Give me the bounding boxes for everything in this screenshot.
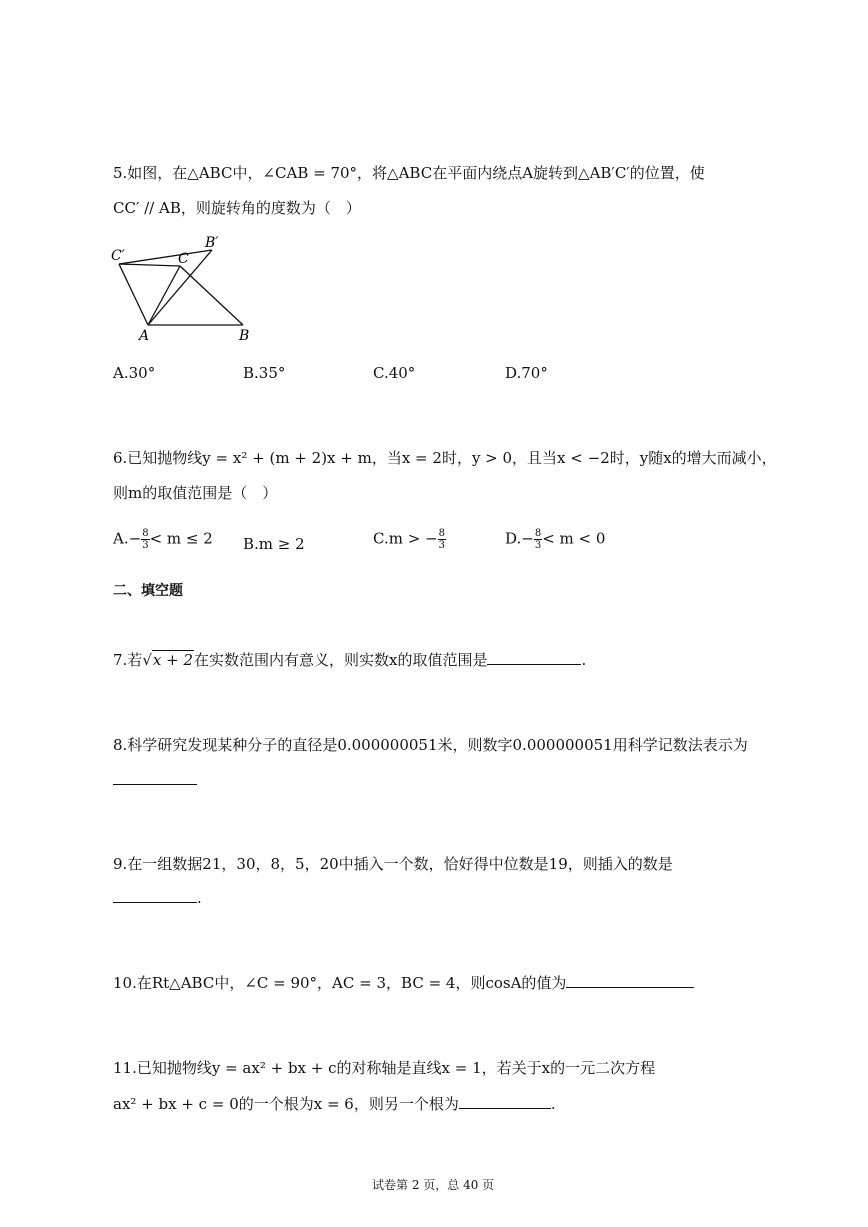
q7-radicand: x + 2 <box>152 651 193 669</box>
q7-line <box>113 649 586 670</box>
q6-option-c-head: m > − <box>388 529 438 548</box>
q6-line1: 6.已知抛物线y = x² + (m + 2)x + m，当x = 2时，y > 0，且当x < −2时，y随x的增大而减小， <box>113 449 777 467</box>
q6-option-d <box>505 528 605 551</box>
q7-before: 7.若 <box>113 651 143 669</box>
q9-answer-blank[interactable] <box>113 888 197 903</box>
q6-option-d-minus: − <box>521 529 534 548</box>
q6-option-b: B.m ≥ 2 <box>243 535 305 553</box>
q8-answer-line <box>113 770 197 789</box>
sqrt-sign-icon: √ <box>142 651 152 669</box>
fig-label-b-prime: B′ <box>205 235 219 251</box>
q10-answer-blank[interactable] <box>566 973 694 988</box>
q5-option-d: D.70° <box>505 364 548 382</box>
q5-figure <box>105 230 265 345</box>
section-title-fill-in: 二、填空题 <box>113 583 183 599</box>
fig-label-c: C <box>178 251 189 267</box>
q5-line1: 5.如图，在△ABC中，∠CAB = 70°，将△ABC在平面内绕点A旋转到△AB′C′的位置，使 <box>113 164 705 182</box>
q6-option-a-tail: < m ≤ 2 <box>149 529 213 548</box>
frac-numerator: 8 <box>142 528 149 539</box>
frac-denominator: 3 <box>438 540 445 551</box>
q6-option-c-fraction <box>438 528 446 551</box>
q7-answer-blank[interactable] <box>487 650 581 665</box>
q6-line2: 则m的取值范围是（ ） <box>113 484 278 502</box>
q11-line2 <box>113 1093 556 1114</box>
q6-option-a-fraction <box>141 528 149 551</box>
q9-answer-line <box>113 888 202 907</box>
frac-denominator: 3 <box>534 540 542 551</box>
q5-option-c: C.40° <box>373 364 416 382</box>
frac-numerator: 8 <box>438 528 445 539</box>
q7-end: . <box>581 651 587 669</box>
q11-end: . <box>550 1095 556 1113</box>
q5-line2: CC′ // AB，则旋转角的度数为（ ） <box>113 199 361 217</box>
page-footer: 试卷第 2 页，总 40 页 <box>372 1178 495 1192</box>
q5-option-b: B.35° <box>243 364 286 382</box>
q6-option-a <box>113 528 213 551</box>
q7-sqrt <box>142 651 194 669</box>
q11-text: ax² + bx + c = 0的一个根为x = 6，则另一个根为 <box>113 1095 459 1113</box>
q11-line1: 11.已知抛物线y = ax² + bx + c的对称轴是直线x = 1，若关于x的一元二次方程 <box>113 1059 656 1077</box>
q9-line1: 9.在一组数据21，30，8，5，20中插入一个数，恰好得中位数是19，则插入的数是 <box>113 855 673 873</box>
fig-label-b: B <box>239 328 250 344</box>
frac-numerator: 8 <box>534 528 542 539</box>
q6-option-a-prefix: A. <box>113 529 129 548</box>
q5-option-a: A.30° <box>113 364 156 382</box>
q11-answer-blank[interactable] <box>459 1094 551 1109</box>
q8-answer-blank[interactable] <box>113 770 197 785</box>
q10-text: 10.在Rt△ABC中，∠C = 90°，AC = 3，BC = 4，则cosA的值为 <box>113 974 567 992</box>
fig-label-c-prime: C′ <box>111 248 125 264</box>
q10-line <box>113 972 694 993</box>
q6-option-c-prefix: C. <box>373 529 389 548</box>
q6-option-d-fraction <box>534 528 542 551</box>
q8-line1: 8.科学研究发现某种分子的直径是0.000000051米，则数字0.000000051用科学记数法表示为 <box>113 736 748 754</box>
q9-end: . <box>197 889 202 907</box>
q6-option-c <box>373 528 446 551</box>
q7-after: 在实数范围内有意义，则实数x的取值范围是 <box>193 651 488 669</box>
q6-option-a-minus: − <box>128 529 142 548</box>
frac-denominator: 3 <box>142 540 149 551</box>
fig-label-a: A <box>139 328 150 344</box>
q6-option-d-tail: < m < 0 <box>542 529 606 548</box>
q6-option-d-prefix: D. <box>505 529 522 548</box>
